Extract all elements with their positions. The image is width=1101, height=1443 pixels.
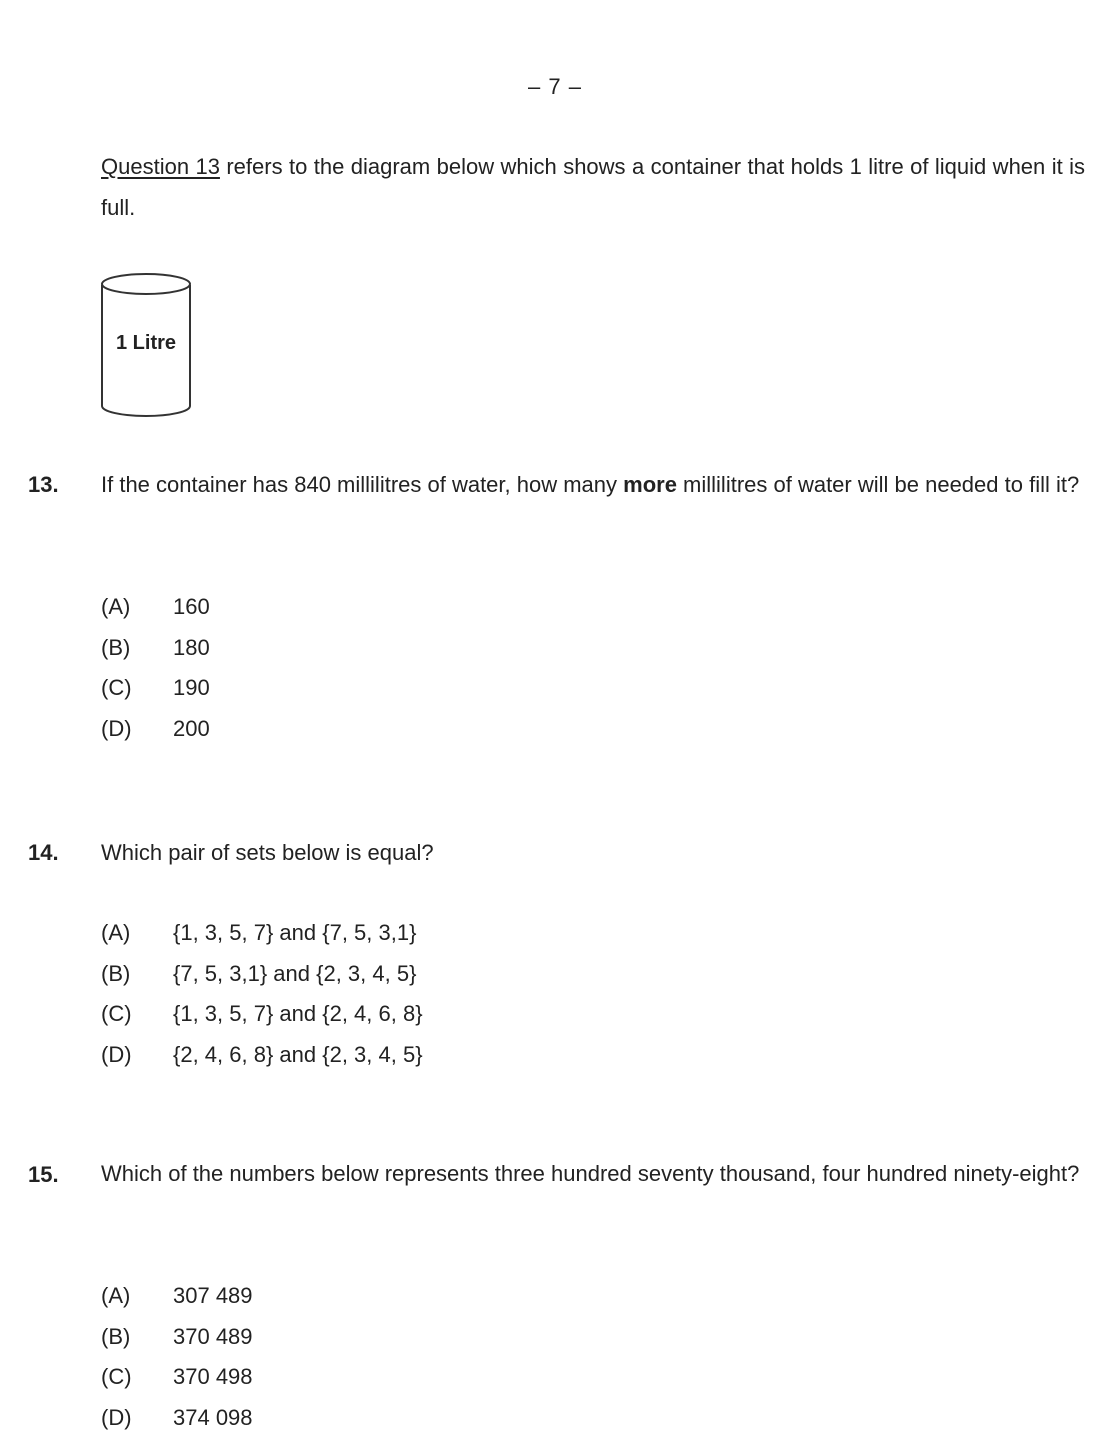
question-14-text: Which pair of sets below is equal? [101, 840, 434, 865]
page-number: – 7 – [528, 74, 582, 99]
option-15b: (B) 370 489 [101, 1323, 253, 1349]
option-13a: (A) 160 [101, 594, 210, 619]
question-15-text: Which of the numbers below represents three hundred seventy thousand, four hundred ninety-eight? [101, 1161, 1080, 1186]
option-14d: (D) {2, 4, 6, 8} and {2, 3, 4, 5} [101, 1042, 423, 1068]
option-15c: (C) 370 498 [101, 1364, 253, 1390]
intro-text: refers to the diagram below which shows a container that holds 1 litre of liquid when it is full. [101, 154, 1085, 220]
litre-container-diagram [96, 270, 196, 422]
container-top [102, 274, 190, 294]
option-14c: (C) {1, 3, 5, 7} and {2, 4, 6, 8} [101, 1001, 423, 1027]
option-14b: (B) {7, 5, 3,1} and {2, 3, 4, 5} [101, 960, 417, 986]
question-13-options [101, 587, 210, 750]
question-13-number: 13. [28, 472, 59, 497]
emphasis-more: more [623, 472, 677, 497]
container-label: 1 Litre [115, 332, 177, 354]
question-13-text: If the container has 840 millilitres of water, how many more millilitres of water will be needed to fill it? [101, 472, 1080, 497]
question-15-number: 15. [28, 1162, 59, 1187]
question-15-options [101, 1276, 253, 1439]
diagram-intro [101, 146, 1085, 228]
option-15d: (D) 374 098 [101, 1405, 253, 1431]
option-13b: (B) 180 [101, 634, 210, 660]
option-13c: (C) 190 [101, 675, 210, 701]
question-14-number: 14. [28, 840, 59, 865]
question-14-options [101, 913, 423, 1076]
option-14a: (A) {1, 3, 5, 7} and {7, 5, 3,1} [101, 920, 417, 945]
question-reference: Question 13 [101, 154, 220, 179]
option-13d: (D) 200 [101, 716, 210, 742]
option-15a: (A) 307 489 [101, 1283, 253, 1308]
